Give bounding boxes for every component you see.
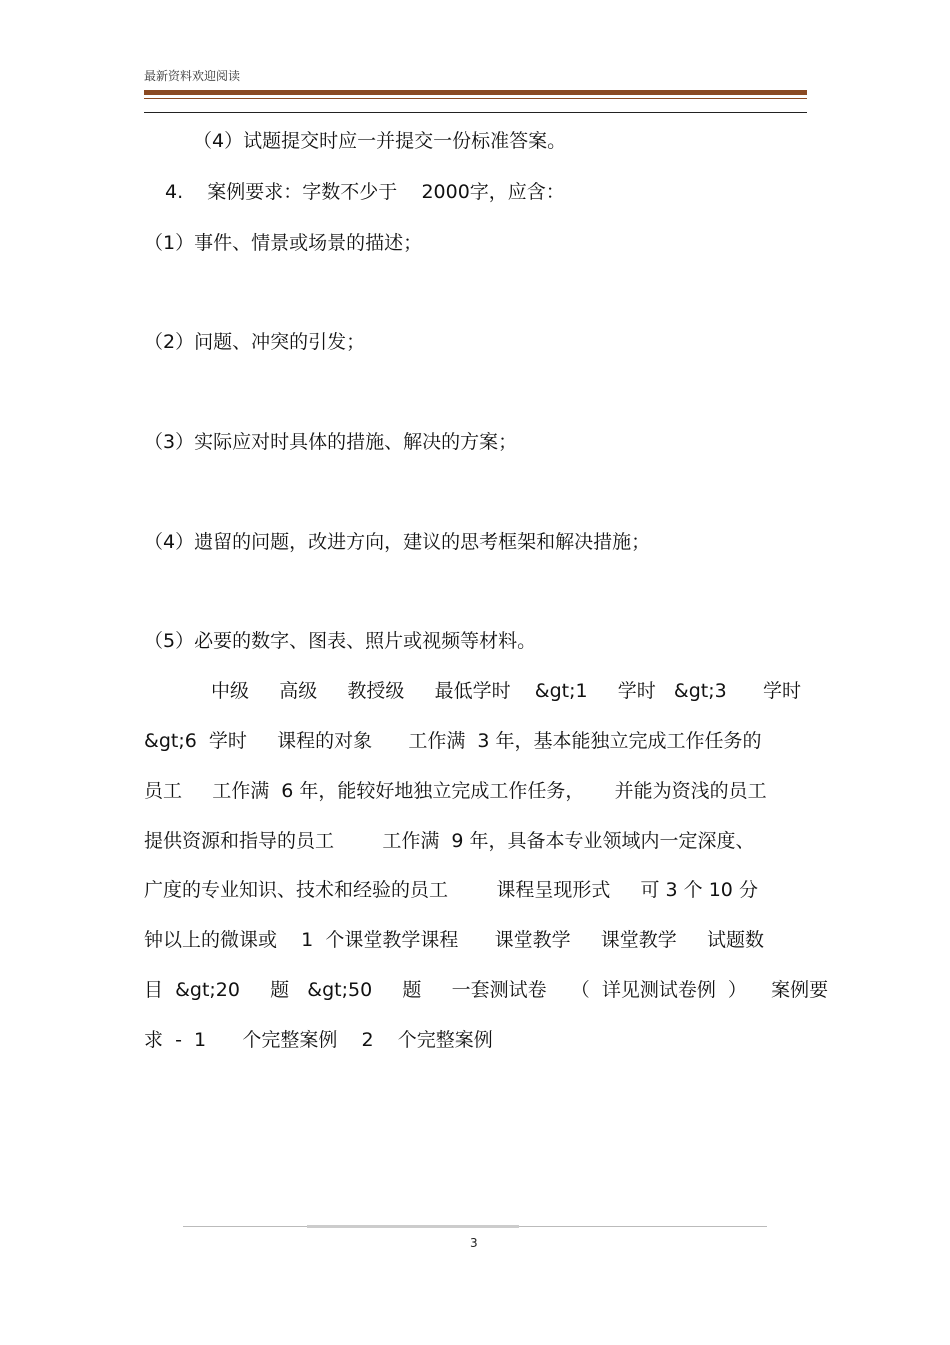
text-line: &gt;6 学时 课程的对象 工作满 3 年，基本能独立完成工作任务的 bbox=[144, 730, 762, 752]
footer-rule-accent bbox=[307, 1225, 519, 1228]
text-line: 钟以上的微课或 1 个课堂教学课程 课堂教学 课堂教学 试题数 bbox=[144, 929, 764, 951]
header-rule-thin bbox=[144, 98, 807, 99]
header-rule-thick bbox=[144, 90, 807, 95]
text-line: 中级 高级 教授级 最低学时 &gt;1 学时 &gt;3 学时 bbox=[211, 680, 801, 702]
text-line: 4. 案例要求：字数不少于 2000字，应含： bbox=[165, 181, 565, 203]
text-line: 求 - 1 个完整案例 2 个完整案例 bbox=[144, 1029, 493, 1051]
text-line: 目 &gt;20 题 &gt;50 题 一套测试卷 （ 详见测试卷例 ） 案例要 bbox=[144, 979, 829, 1001]
text-line: （5）必要的数字、图表、照片或视频等材料。 bbox=[144, 630, 537, 652]
header-underline bbox=[144, 112, 807, 113]
header-text: 最新资料欢迎阅读 bbox=[144, 69, 241, 83]
text-line: 员工 工作满 6 年，能较好地独立完成工作任务， 并能为资浅的员工 bbox=[144, 780, 767, 802]
text-line: （2）问题、冲突的引发； bbox=[144, 331, 366, 353]
text-line: （4）试题提交时应一并提交一份标准答案。 bbox=[193, 130, 567, 152]
text-line: （1）事件、情景或场景的描述； bbox=[144, 232, 423, 254]
text-line: 广度的专业知识、技术和经验的员工 课程呈现形式 可 3 个 10 分 bbox=[144, 879, 758, 901]
text-line: （3）实际应对时具体的措施、解决的方案； bbox=[144, 431, 518, 453]
text-line: （4）遗留的问题，改进方向，建议的思考框架和解决措施； bbox=[144, 531, 651, 553]
page-number: 3 bbox=[470, 1236, 478, 1250]
text-line: 提供资源和指导的员工 工作满 9 年，具备本专业领域内一定深度、 bbox=[144, 830, 755, 852]
